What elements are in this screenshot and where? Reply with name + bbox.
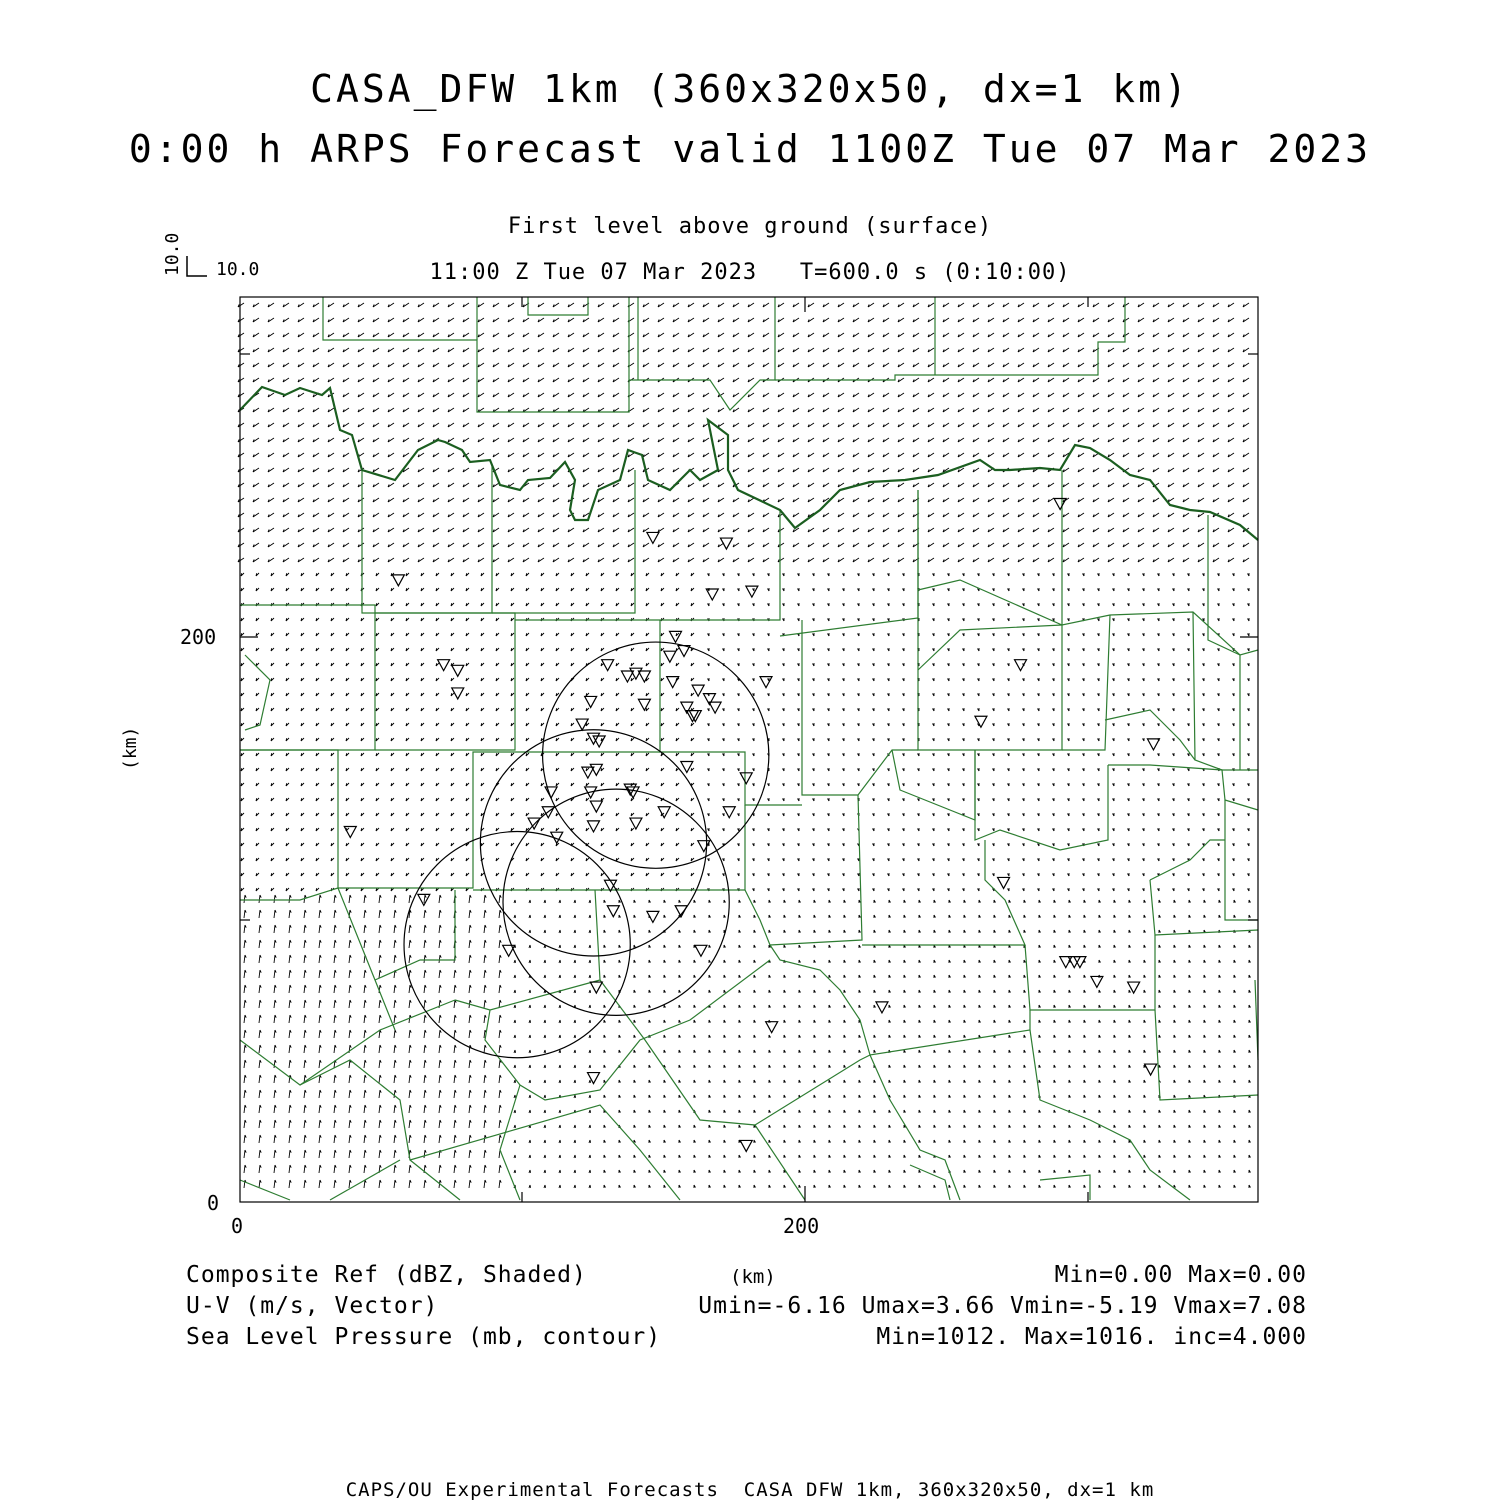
x-tick-0: 0	[231, 1214, 244, 1238]
radar-range-ring	[543, 642, 769, 868]
station-marker	[588, 733, 600, 744]
station-marker	[658, 807, 670, 818]
county-line	[500, 1085, 520, 1200]
county-line	[240, 888, 338, 900]
county-line	[918, 625, 1062, 670]
x-axis-unit: (km)	[730, 1266, 776, 1288]
time-subtitle: 11:00 Z Tue 07 Mar 2023 T=600.0 s (0:10:00)	[429, 260, 1071, 285]
wind-vectors	[238, 303, 1251, 1188]
station-marker	[709, 702, 721, 713]
level-subtitle: First level above ground (surface)	[507, 214, 993, 239]
station-marker	[590, 982, 602, 993]
chart-title-line-2: 0:00 h ARPS Forecast valid 1100Z Tue 07 Mar 2023	[128, 127, 1372, 171]
station-marker	[647, 532, 659, 543]
county-line	[745, 795, 862, 945]
county-line	[1193, 612, 1258, 770]
county-line	[375, 890, 455, 980]
station-marker	[740, 1140, 752, 1151]
legend-pressure-stats: Min=1012. Max=1016. inc=4.000	[876, 1324, 1307, 1350]
county-line	[975, 750, 1108, 850]
county-line	[780, 490, 918, 636]
station-marker	[630, 818, 642, 829]
county-line	[240, 605, 375, 750]
county-line	[802, 620, 918, 795]
county-line	[375, 613, 515, 750]
county-line	[455, 890, 600, 1010]
station-marker	[1147, 739, 1159, 750]
legend-reflectivity-stats: Min=0.00 Max=0.00	[1054, 1262, 1307, 1288]
station-marker	[998, 877, 1010, 888]
county-line	[323, 297, 629, 412]
legend-reflectivity-label: Composite Ref (dBZ, Shaded)	[186, 1262, 587, 1288]
county-line	[1040, 1175, 1090, 1200]
station-marker	[692, 685, 704, 696]
county-line	[528, 297, 588, 315]
county-line	[515, 510, 780, 620]
station-marker	[760, 677, 772, 688]
county-line	[1155, 1010, 1258, 1100]
county-line	[629, 297, 775, 410]
legend-wind-label: U-V (m/s, Vector)	[186, 1293, 439, 1319]
county-line	[910, 1165, 950, 1200]
radar-range-ring	[480, 730, 706, 956]
station-marker	[452, 665, 464, 676]
wind-vector-field	[238, 303, 1251, 1188]
y-axis-unit: (km)	[120, 726, 141, 770]
station-marker	[698, 841, 710, 852]
station-marker	[588, 821, 600, 832]
county-line	[918, 470, 1062, 750]
station-marker	[766, 1022, 778, 1033]
county-line	[240, 1000, 455, 1085]
county-line	[1025, 935, 1155, 1010]
station-marker	[695, 945, 707, 956]
station-marker	[706, 589, 718, 600]
county-line	[918, 580, 1258, 655]
station-marker	[418, 894, 430, 905]
station-marker	[392, 575, 404, 586]
station-markers	[344, 498, 1159, 1151]
station-marker	[1091, 976, 1103, 987]
county-line	[775, 297, 1125, 380]
legend-wind-stats: Umin=-6.16 Umax=3.66 Vmin=-5.19 Vmax=7.08	[698, 1293, 1307, 1319]
station-marker	[664, 651, 676, 662]
county-line	[1208, 515, 1240, 770]
y-tick-0: 0	[207, 1191, 220, 1215]
station-marker	[1145, 1064, 1157, 1075]
x-tick-200: 200	[783, 1214, 820, 1238]
station-marker	[723, 807, 735, 818]
county-line	[240, 1180, 290, 1200]
county-line	[1030, 1030, 1190, 1200]
county-line	[1225, 800, 1258, 920]
county-line	[1105, 710, 1195, 760]
chart-title-line-1: CASA_DFW 1km (360x320x50, dx=1 km)	[310, 67, 1190, 111]
county-line	[660, 620, 802, 805]
county-line	[245, 655, 270, 730]
station-marker	[670, 631, 682, 642]
station-marker	[607, 906, 619, 917]
station-marker	[344, 827, 356, 838]
radar-range-rings	[404, 642, 769, 1058]
station-marker	[638, 671, 650, 682]
station-marker	[438, 660, 450, 671]
county-line	[755, 1055, 870, 1125]
station-marker	[1015, 660, 1027, 671]
station-marker	[876, 1002, 888, 1013]
county-boundaries	[240, 297, 1258, 1200]
y-tick-200: 200	[180, 625, 217, 649]
station-marker	[975, 716, 987, 727]
county-line	[240, 750, 515, 888]
vector-key-arrow	[187, 256, 207, 276]
county-line	[862, 840, 1025, 945]
station-marker	[740, 773, 752, 784]
vector-key-v-label: 10.0	[162, 232, 183, 276]
radar-range-ring	[404, 832, 630, 1058]
station-marker	[602, 660, 614, 671]
county-line	[362, 465, 492, 613]
station-marker	[746, 586, 758, 597]
station-marker	[585, 696, 597, 707]
county-line	[338, 888, 395, 1030]
county-line	[870, 1055, 960, 1200]
footer-credit: CAPS/OU Experimental Forecasts CASA DFW 1km, 360x320x50, dx=1 km	[345, 1479, 1155, 1501]
county-line	[300, 1060, 460, 1200]
legend-pressure-label: Sea Level Pressure (mb, contour)	[186, 1324, 662, 1350]
station-marker	[545, 787, 557, 798]
county-line	[600, 980, 805, 1200]
station-marker	[720, 538, 732, 549]
county-line	[485, 960, 770, 1100]
station-marker	[590, 801, 602, 812]
county-line	[492, 470, 635, 613]
county-line	[770, 945, 1030, 1055]
vector-key-u-label: 10.0	[216, 259, 260, 280]
county-line	[1108, 765, 1258, 810]
